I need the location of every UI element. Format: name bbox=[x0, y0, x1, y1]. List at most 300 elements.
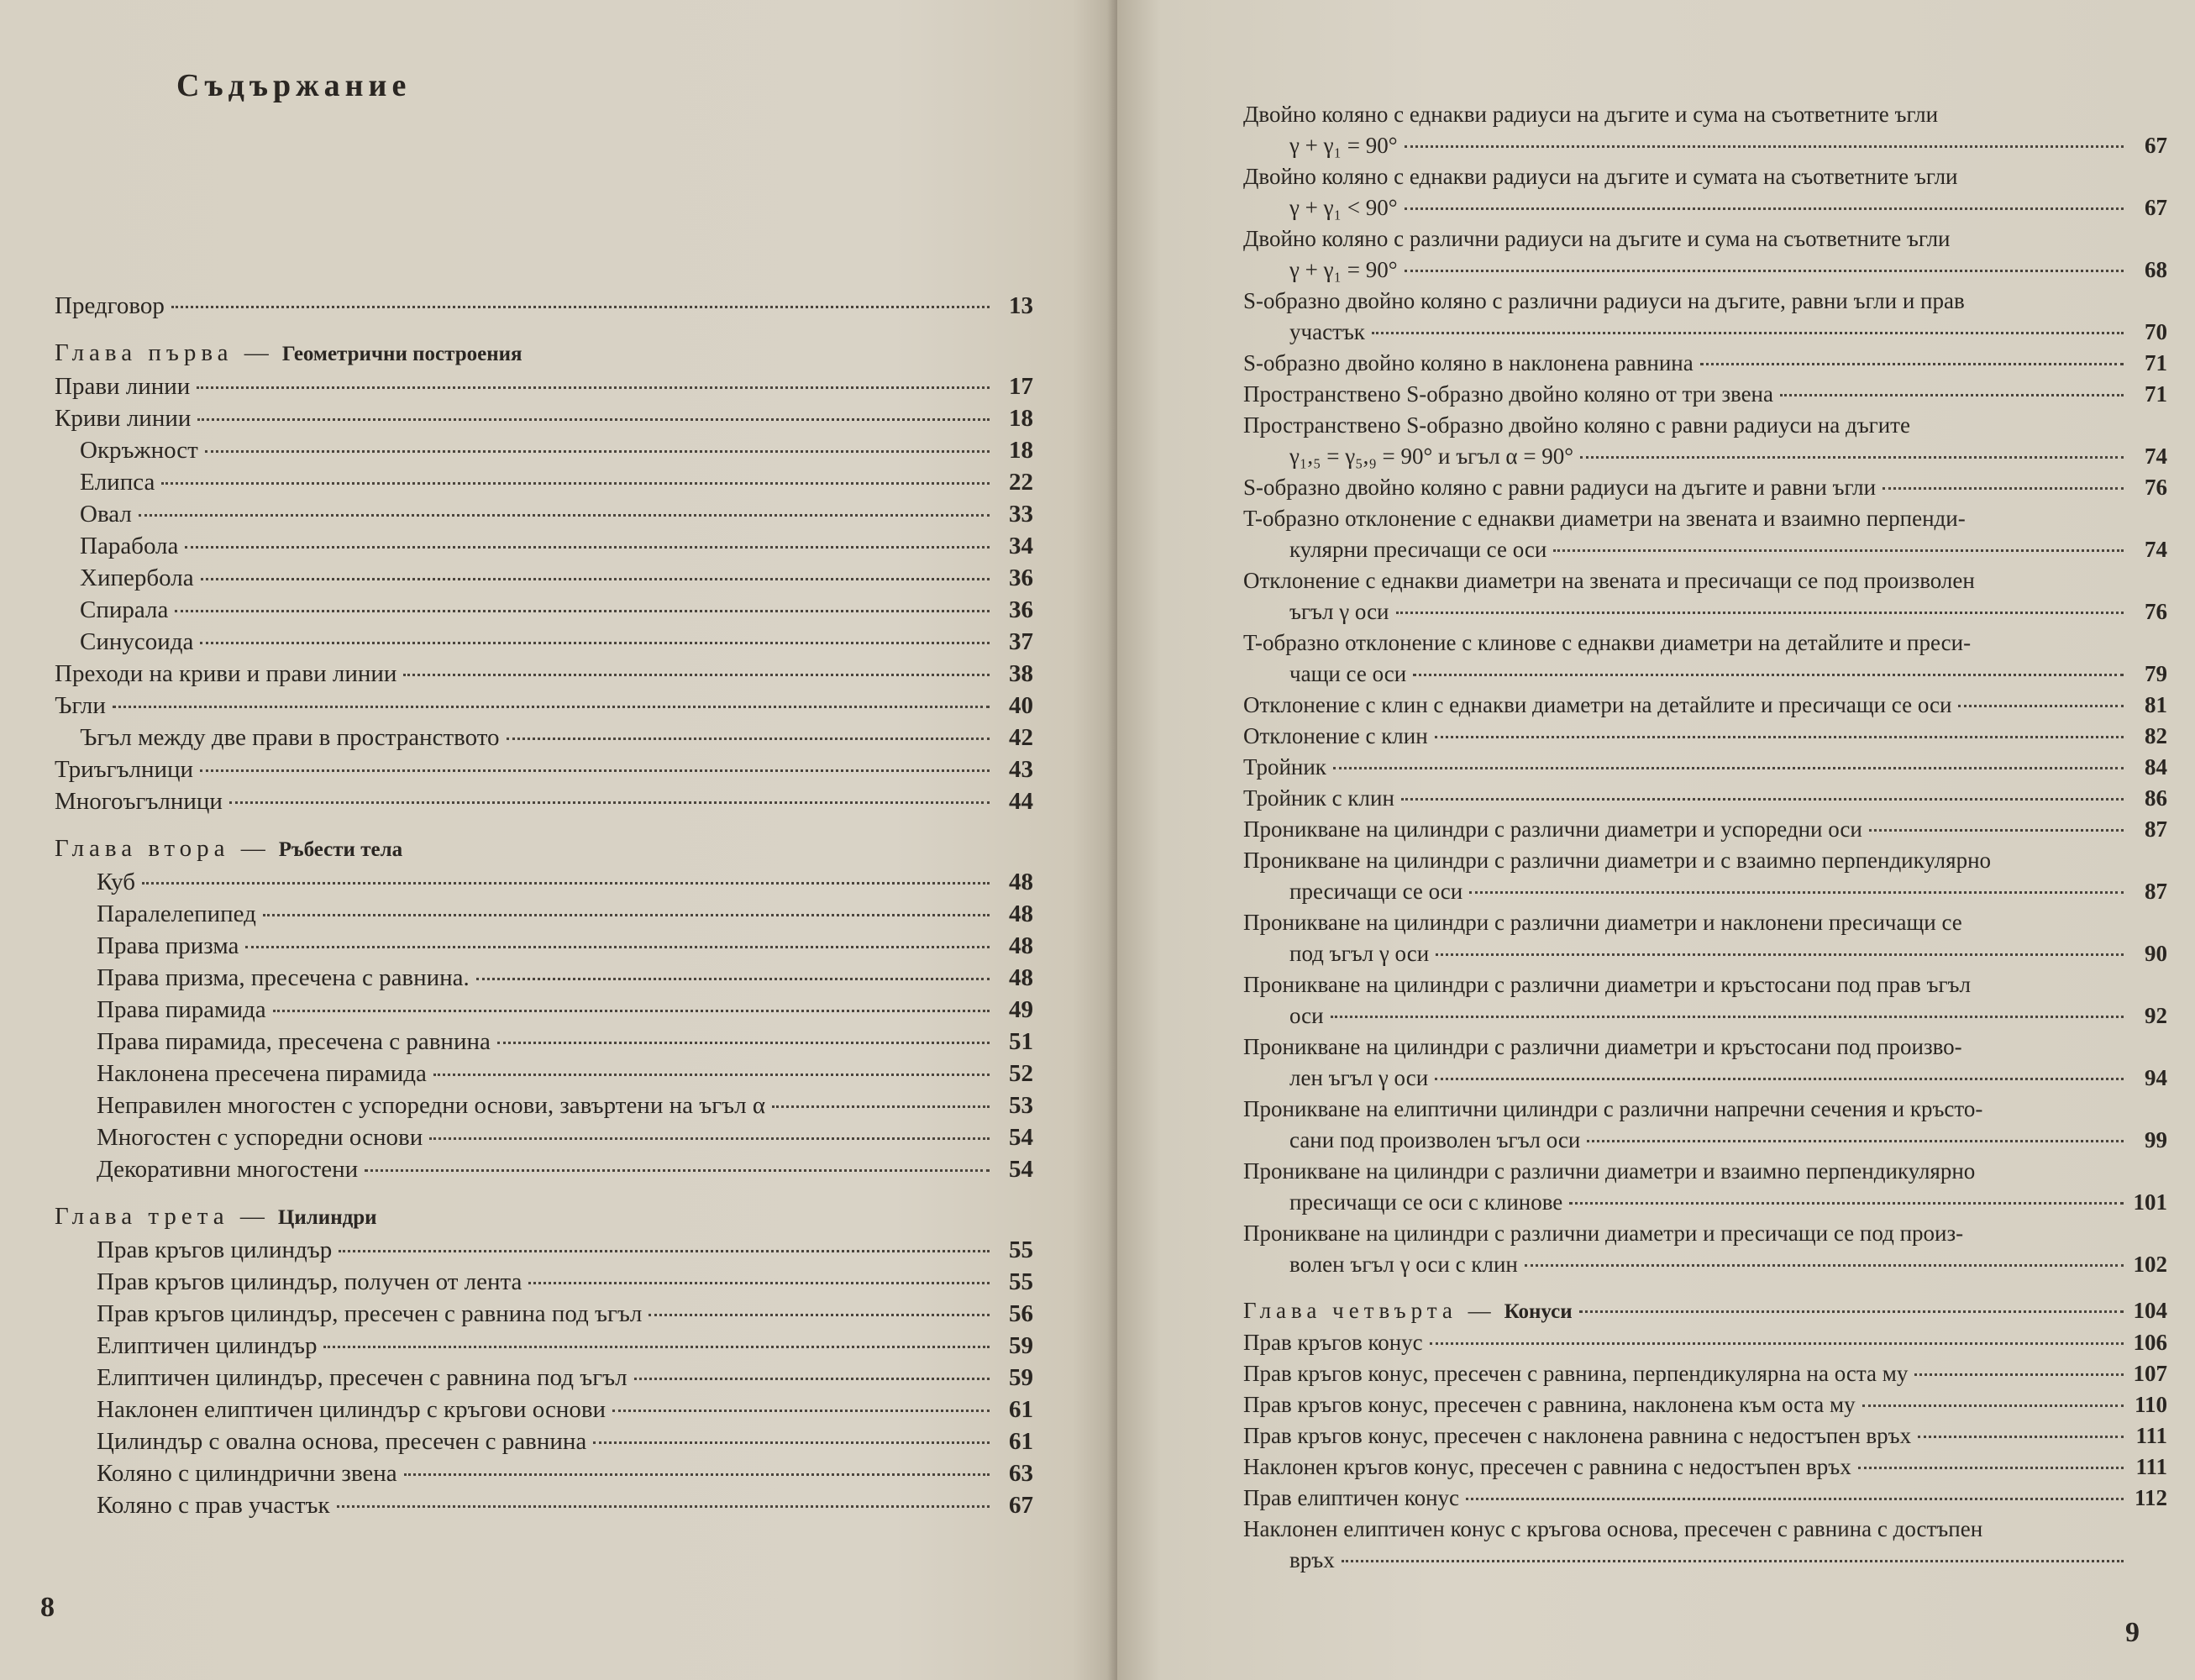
toc-entry-title-line2: оси bbox=[1289, 1003, 1324, 1028]
toc-entry-title-line2: лен ъгъл γ оси bbox=[1289, 1065, 1429, 1090]
toc-entry-title: Елипса bbox=[80, 469, 155, 496]
dot-leader bbox=[1435, 736, 2124, 738]
toc-entry bbox=[55, 1266, 1033, 1298]
toc-entry-title: Спирала bbox=[80, 596, 169, 623]
dot-leader bbox=[1331, 1016, 2124, 1018]
toc-entry-title: Парабола bbox=[80, 533, 179, 559]
toc-entry-continuation bbox=[1243, 1545, 2167, 1576]
toc-entry-title: Прав кръгов цилиндър, пресечен с равнина под ъгъл bbox=[97, 1300, 643, 1327]
toc-entry bbox=[55, 402, 1033, 434]
dot-leader bbox=[772, 1105, 990, 1108]
toc-entry-title-line2: γ + γ₁ = 90° bbox=[1289, 257, 1398, 282]
toc-entry-title: Хипербола bbox=[80, 564, 194, 591]
toc-page-number: 76 bbox=[2145, 599, 2167, 624]
toc-entry-continuation bbox=[1243, 1187, 2167, 1218]
toc-entry bbox=[55, 1457, 1033, 1489]
dot-leader bbox=[433, 1074, 990, 1076]
toc-entry-title: Декоративни многостени bbox=[97, 1156, 359, 1183]
toc-entry-title: Елиптичен цилиндър, пресечен с равнина под ъгъл bbox=[97, 1364, 628, 1391]
toc-page-number: 55 bbox=[1009, 1268, 1033, 1295]
dot-leader bbox=[1958, 705, 2124, 707]
toc-entry-title: Проникване на цилиндри с различни диаметри и наклонени пресичащи се bbox=[1243, 910, 1962, 935]
dot-leader bbox=[1405, 270, 2124, 272]
chapter-number: Глава първа — bbox=[55, 339, 274, 366]
toc-page-number: 110 bbox=[2134, 1392, 2167, 1417]
toc-page-number: 51 bbox=[1009, 1028, 1033, 1055]
toc-entry-title: Прав кръгов конус, пресечен с равнина, наклонена към оста му bbox=[1243, 1392, 1856, 1417]
toc-entry bbox=[1243, 472, 2167, 503]
toc-entry-continuation bbox=[1243, 192, 2167, 223]
dot-leader bbox=[200, 769, 990, 772]
toc-page-number: 36 bbox=[1009, 564, 1033, 591]
toc-entry-continuation bbox=[1243, 876, 2167, 907]
dot-leader bbox=[1700, 363, 2124, 365]
toc-page-number: 94 bbox=[2145, 1065, 2167, 1090]
toc-page-number: 74 bbox=[2145, 537, 2167, 562]
toc-entry-title: T-образно отклонение с клинове с еднакви диаметри на детайлите и преси- bbox=[1243, 630, 1972, 655]
toc-entry bbox=[55, 1298, 1033, 1330]
toc-entry bbox=[1243, 1218, 2167, 1280]
toc-entry bbox=[55, 1089, 1033, 1121]
toc-entry bbox=[1243, 1483, 2167, 1514]
toc-entry-continuation bbox=[1243, 659, 2167, 690]
toc-entry bbox=[55, 594, 1033, 626]
dot-leader bbox=[229, 801, 990, 804]
toc-entry-title: Прав елиптичен конус bbox=[1243, 1485, 1460, 1510]
toc-entry bbox=[55, 994, 1033, 1026]
toc-page-number: 90 bbox=[2145, 941, 2167, 966]
dot-leader bbox=[245, 946, 990, 948]
toc-entry bbox=[55, 1058, 1033, 1089]
dot-leader bbox=[497, 1042, 990, 1044]
dot-leader bbox=[1580, 456, 2124, 459]
toc-page-number: 79 bbox=[2145, 661, 2167, 686]
chapter-number: Глава четвърта — bbox=[1243, 1298, 1496, 1323]
toc-entry bbox=[55, 753, 1033, 785]
dot-leader bbox=[185, 546, 990, 549]
toc-entry bbox=[55, 434, 1033, 466]
toc-entry-title: Многостен с успоредни основи bbox=[97, 1124, 423, 1151]
toc-entry bbox=[55, 1489, 1033, 1521]
toc-entry-continuation bbox=[1243, 1125, 2167, 1156]
toc-entry-title: Тройник bbox=[1243, 754, 1326, 780]
toc-page-number: 34 bbox=[1009, 533, 1033, 559]
toc-entry-title: Пространствено S-образно двойно коляно от три звена bbox=[1243, 381, 1773, 407]
toc-entry bbox=[55, 1394, 1033, 1425]
toc-entry bbox=[55, 898, 1033, 930]
toc-entry bbox=[55, 1234, 1033, 1266]
toc-entry bbox=[1243, 565, 2167, 627]
dot-leader bbox=[1579, 1310, 2124, 1313]
toc-entry-continuation bbox=[1243, 317, 2167, 348]
toc-entry-title: Проникване на цилиндри с различни диаметри и кръстосани под прав ъгъл bbox=[1243, 972, 1971, 997]
toc-page-number: 111 bbox=[2135, 1423, 2167, 1448]
dot-leader bbox=[1858, 1467, 2124, 1469]
dot-leader bbox=[201, 578, 990, 580]
toc-page-number: 54 bbox=[1009, 1156, 1033, 1183]
toc-entry-continuation bbox=[1243, 534, 2167, 565]
dot-leader bbox=[1553, 549, 2124, 552]
dot-leader bbox=[1413, 674, 2124, 676]
toc-entry bbox=[1243, 286, 2167, 348]
toc-entry-title: Проникване на елиптични цилиндри с различни напречни сечения и кръсто- bbox=[1243, 1096, 1983, 1121]
dot-leader bbox=[1914, 1373, 2124, 1376]
toc-entry-title-line2: волен ъгъл γ оси с клин bbox=[1289, 1252, 1518, 1277]
dot-leader bbox=[1430, 1342, 2124, 1345]
toc-entry-title: Права пирамида bbox=[97, 996, 266, 1023]
toc-entry-title: Овал bbox=[80, 501, 132, 528]
toc-entry bbox=[55, 722, 1033, 753]
toc-entry bbox=[1243, 99, 2167, 161]
dot-leader bbox=[1466, 1498, 2124, 1500]
toc-entry-title: Двойно коляно с еднакви радиуси на дъгите и сума на съответните ъгли bbox=[1243, 102, 1939, 127]
toc-page-number: 55 bbox=[1009, 1236, 1033, 1263]
dot-leader bbox=[1525, 1264, 2124, 1267]
dot-leader bbox=[1396, 612, 2124, 614]
toc-page-number: 48 bbox=[1009, 869, 1033, 895]
toc-chapter-heading bbox=[55, 337, 1033, 370]
toc-page-number: 59 bbox=[1009, 1332, 1033, 1359]
toc-entry-title: Отклонение с еднакви диаметри на звената и пресичащи се под произволен bbox=[1243, 568, 1975, 593]
dot-leader bbox=[1587, 1140, 2124, 1142]
toc-entry-title: Наклонен елиптичен цилиндър с кръгови основи bbox=[97, 1396, 607, 1423]
toc-entry bbox=[55, 562, 1033, 594]
toc-entry-title: Наклонена пресечена пирамида bbox=[97, 1060, 427, 1087]
toc-entry bbox=[1243, 690, 2167, 721]
toc-entry-title: Прав кръгов цилиндър bbox=[97, 1236, 333, 1263]
toc-page-number: 67 bbox=[1009, 1492, 1033, 1519]
toc-entry-title: Прав кръгов конус, пресечен с наклонена равнина с недостъпен връх bbox=[1243, 1423, 1912, 1448]
toc-page-number: 82 bbox=[2145, 723, 2167, 748]
toc-page-number: 33 bbox=[1009, 501, 1033, 528]
toc-entry-title: Прав кръгов конус, пресечен с равнина, перпендикулярна на оста му bbox=[1243, 1361, 1909, 1386]
dot-leader bbox=[197, 418, 990, 421]
toc-page-number: 48 bbox=[1009, 964, 1033, 991]
toc-page-number: 53 bbox=[1009, 1092, 1033, 1119]
toc-entry bbox=[55, 1121, 1033, 1153]
toc-page-number: 44 bbox=[1009, 788, 1033, 815]
dot-leader bbox=[593, 1441, 990, 1444]
toc-list-left bbox=[55, 290, 1033, 1521]
chapter-title: Ръбести тела bbox=[278, 838, 403, 861]
toc-page-number: 42 bbox=[1009, 724, 1033, 751]
toc-entry bbox=[55, 785, 1033, 817]
toc-entry-title: Проникване на цилиндри с различни диаметри и кръстосани под произво- bbox=[1243, 1034, 1962, 1059]
toc-page-number: 74 bbox=[2145, 444, 2167, 469]
dot-leader bbox=[263, 914, 990, 916]
toc-entry-title: Триъгълници bbox=[55, 756, 194, 783]
toc-page-number: 38 bbox=[1009, 660, 1033, 687]
dot-leader bbox=[1883, 487, 2124, 490]
dot-leader bbox=[1862, 1404, 2124, 1407]
toc-entry-title-line2: пресичащи се оси bbox=[1289, 879, 1463, 904]
right-page bbox=[1117, 0, 2195, 1680]
toc-entry-continuation bbox=[1243, 1063, 2167, 1094]
toc-entry-title: Проникване на цилиндри с различни диаметри и пресичащи се под произ- bbox=[1243, 1221, 1964, 1246]
dot-leader bbox=[649, 1314, 990, 1316]
toc-entry bbox=[1243, 969, 2167, 1032]
toc-entry-title: S-образно двойно коляно с равни радиуси на дъгите и равни ъгли bbox=[1243, 475, 1877, 500]
chapter-title: Геометрични построения bbox=[281, 343, 522, 365]
toc-page-number: 92 bbox=[2145, 1003, 2167, 1028]
toc-entry bbox=[1243, 627, 2167, 690]
toc-entry-continuation bbox=[1243, 441, 2167, 472]
dot-leader bbox=[1869, 829, 2124, 832]
toc-entry-title: Пространствено S-образно двойно коляно с равни радиуси на дъгите bbox=[1243, 412, 1910, 438]
toc-entry-title-line2: участък bbox=[1289, 319, 1365, 344]
dot-leader bbox=[1405, 145, 2124, 148]
toc-entry bbox=[55, 1026, 1033, 1058]
toc-entry bbox=[55, 290, 1033, 322]
dot-leader bbox=[365, 1169, 990, 1172]
toc-page-number: 101 bbox=[2133, 1189, 2167, 1215]
toc-page-number: 68 bbox=[2145, 257, 2167, 282]
toc-entry bbox=[1243, 223, 2167, 286]
dot-leader bbox=[205, 450, 990, 453]
toc-entry-title: Елиптичен цилиндър bbox=[97, 1332, 318, 1359]
toc-entry-title: Предговор bbox=[55, 292, 165, 319]
toc-entry-title: Права пирамида, пресечена с равнина bbox=[97, 1028, 491, 1055]
toc-entry bbox=[1243, 1514, 2167, 1576]
toc-entry bbox=[1243, 1420, 2167, 1452]
toc-entry-title: Двойно коляно с различни радиуси на дъгите и сума на съответните ъгли bbox=[1243, 226, 1951, 251]
toc-page-number: 84 bbox=[2145, 754, 2167, 780]
toc-page-number: 52 bbox=[1009, 1060, 1033, 1087]
toc-entry-title: Права призма bbox=[97, 932, 239, 959]
dot-leader bbox=[429, 1137, 990, 1140]
dot-leader bbox=[197, 386, 990, 389]
dot-leader bbox=[273, 1010, 990, 1012]
toc-entry-title: Прави линии bbox=[55, 373, 191, 400]
toc-entry-title-line2: под ъгъл γ оси bbox=[1289, 941, 1430, 966]
toc-page-number: 36 bbox=[1009, 596, 1033, 623]
toc-entry-continuation bbox=[1243, 1249, 2167, 1280]
dot-leader bbox=[1435, 1078, 2124, 1080]
dot-leader bbox=[1372, 332, 2124, 334]
toc-page-number: 18 bbox=[1009, 405, 1033, 432]
toc-entry-title-line2: γ + γ₁ < 90° bbox=[1289, 195, 1398, 220]
toc-entry bbox=[55, 626, 1033, 658]
toc-entry bbox=[55, 1362, 1033, 1394]
toc-page-number: 87 bbox=[2145, 816, 2167, 842]
toc-entry-continuation bbox=[1243, 130, 2167, 161]
dot-leader bbox=[507, 738, 990, 740]
toc-page-number: 61 bbox=[1009, 1396, 1033, 1423]
toc-page-number: 48 bbox=[1009, 932, 1033, 959]
toc-page-number: 37 bbox=[1009, 628, 1033, 655]
toc-entry-title: Коляно с цилиндрични звена bbox=[97, 1460, 397, 1487]
dot-leader bbox=[171, 306, 990, 308]
toc-entry-title: Окръжност bbox=[80, 437, 198, 464]
toc-entry bbox=[55, 962, 1033, 994]
toc-entry bbox=[1243, 721, 2167, 752]
toc-entry-title: Цилиндър с овална основа, пресечен с равнина bbox=[97, 1428, 587, 1455]
dot-leader bbox=[403, 674, 990, 676]
toc-entry bbox=[55, 930, 1033, 962]
toc-page-number: 106 bbox=[2133, 1330, 2167, 1355]
toc-entry bbox=[1243, 348, 2167, 379]
toc-entry bbox=[1243, 161, 2167, 223]
chapter-title: Конуси bbox=[1504, 1300, 1573, 1323]
toc-entry bbox=[1243, 814, 2167, 845]
toc-list-right bbox=[1243, 99, 2167, 1576]
toc-entry bbox=[55, 530, 1033, 562]
dot-leader bbox=[337, 1505, 990, 1508]
toc-entry-title: Наклонен кръгов конус, пресечен с равнина с недостъпен връх bbox=[1243, 1454, 1851, 1479]
dot-leader bbox=[1405, 207, 2124, 210]
toc-entry-continuation bbox=[1243, 1000, 2167, 1032]
toc-entry bbox=[55, 466, 1033, 498]
toc-page-number: 54 bbox=[1009, 1124, 1033, 1151]
toc-entry-title: Проникване на цилиндри с различни диаметри и взаимно перпендикулярно bbox=[1243, 1158, 1976, 1184]
toc-entry-title: Куб bbox=[97, 869, 136, 895]
toc-entry bbox=[1243, 379, 2167, 410]
chapter-title: Цилиндри bbox=[277, 1206, 377, 1229]
dot-leader bbox=[1333, 767, 2124, 769]
dot-leader bbox=[1436, 953, 2124, 956]
toc-page-number: 71 bbox=[2145, 350, 2167, 375]
toc-entry-continuation bbox=[1243, 255, 2167, 286]
toc-entry-title: Права призма, пресечена с равнина. bbox=[97, 964, 470, 991]
toc-entry bbox=[1243, 1156, 2167, 1218]
toc-entry-title: Криви линии bbox=[55, 405, 192, 432]
toc-entry-title: Синусоида bbox=[80, 628, 194, 655]
toc-entry-title: Прав кръгов конус bbox=[1243, 1330, 1423, 1355]
toc-chapter-heading bbox=[55, 832, 1033, 866]
toc-entry bbox=[55, 866, 1033, 898]
dot-leader bbox=[161, 482, 990, 485]
toc-page-number: 76 bbox=[2145, 475, 2167, 500]
toc-page-number: 86 bbox=[2145, 785, 2167, 811]
toc-entry bbox=[1243, 410, 2167, 472]
dot-leader bbox=[200, 642, 990, 644]
toc-entry-title-line2: връх bbox=[1289, 1547, 1335, 1572]
toc-entry bbox=[55, 658, 1033, 690]
toc-entry bbox=[1243, 1327, 2167, 1358]
toc-entry-title-line2: кулярни пресичащи се оси bbox=[1289, 537, 1547, 562]
toc-entry bbox=[1243, 783, 2167, 814]
dot-leader bbox=[1401, 798, 2124, 801]
toc-page-number: 111 bbox=[2135, 1454, 2167, 1479]
toc-entry-title-line2: γ₁,₅ = γ₅,₉ = 90° и ъгъл α = 90° bbox=[1289, 444, 1574, 469]
toc-page-number: 104 bbox=[2133, 1298, 2167, 1323]
dot-leader bbox=[528, 1282, 990, 1284]
toc-page-number: 102 bbox=[2133, 1252, 2167, 1277]
toc-entry-title: Неправилен многостен с успоредни основи, завъртени на ъгъл α bbox=[97, 1092, 766, 1119]
toc-entry-title: Тройник с клин bbox=[1243, 785, 1394, 811]
toc-entry-title: Ъгли bbox=[55, 692, 106, 719]
toc-entry bbox=[1243, 1358, 2167, 1389]
dot-leader bbox=[142, 882, 990, 885]
toc-entry-title: Паралелепипед bbox=[97, 900, 256, 927]
toc-page-number: 61 bbox=[1009, 1428, 1033, 1455]
dot-leader bbox=[139, 514, 990, 517]
toc-entry bbox=[1243, 1032, 2167, 1094]
toc-page-number: 67 bbox=[2145, 195, 2167, 220]
dot-leader bbox=[634, 1378, 990, 1380]
toc-page-number: 71 bbox=[2145, 381, 2167, 407]
toc-entry bbox=[1243, 752, 2167, 783]
toc-entry bbox=[1243, 1094, 2167, 1156]
toc-entry bbox=[55, 370, 1033, 402]
toc-entry bbox=[55, 690, 1033, 722]
toc-entry-continuation bbox=[1243, 938, 2167, 969]
toc-entry-title: S-образно двойно коляно с различни радиуси на дъгите, равни ъгли и прав bbox=[1243, 288, 1965, 313]
toc-entry-title: Многоъгълници bbox=[55, 788, 223, 815]
toc-entry-title-line2: чащи се оси bbox=[1289, 661, 1407, 686]
dot-leader bbox=[476, 978, 990, 980]
toc-page-number: 18 bbox=[1009, 437, 1033, 464]
toc-entry-title: Проникване на цилиндри с различни диаметри и с взаимно перпендикулярно bbox=[1243, 848, 1992, 873]
dot-leader bbox=[323, 1346, 990, 1348]
page-number-right: 9 bbox=[2125, 1617, 2140, 1648]
dot-leader bbox=[339, 1250, 990, 1252]
dot-leader bbox=[1918, 1436, 2124, 1438]
page-number-left: 8 bbox=[40, 1592, 55, 1623]
toc-entry-title: Прав кръгов цилиндър, получен от лента bbox=[97, 1268, 522, 1295]
toc-entry-title: Двойно коляно с еднакви радиуси на дъгите и сумата на съответните ъгли bbox=[1243, 164, 1958, 189]
page-title: Съдържание bbox=[176, 68, 412, 103]
toc-page-number: 63 bbox=[1009, 1460, 1033, 1487]
toc-entry bbox=[55, 1425, 1033, 1457]
toc-page-number: 81 bbox=[2145, 692, 2167, 717]
toc-page-number: 67 bbox=[2145, 133, 2167, 158]
toc-entry-title-line2: пресичащи се оси с клинове bbox=[1289, 1189, 1563, 1215]
toc-page-number: 48 bbox=[1009, 900, 1033, 927]
toc-entry-title-line2: γ + γ₁ = 90° bbox=[1289, 133, 1398, 158]
toc-chapter-heading bbox=[55, 1200, 1033, 1234]
toc-entry bbox=[55, 498, 1033, 530]
toc-entry bbox=[55, 1153, 1033, 1185]
toc-entry bbox=[1243, 845, 2167, 907]
toc-page-number: 49 bbox=[1009, 996, 1033, 1023]
toc-entry-title: S-образно двойно коляно в наклонена равнина bbox=[1243, 350, 1694, 375]
dot-leader bbox=[175, 610, 990, 612]
toc-entry-title: Преходи на криви и прави линии bbox=[55, 660, 397, 687]
toc-page-number: 87 bbox=[2145, 879, 2167, 904]
toc-page-number: 107 bbox=[2133, 1361, 2167, 1386]
toc-page-number: 22 bbox=[1009, 469, 1033, 496]
toc-entry-title-line2: сани под произволен ъгъл оси bbox=[1289, 1127, 1581, 1152]
dot-leader bbox=[1569, 1202, 2124, 1205]
toc-page-number: 99 bbox=[2145, 1127, 2167, 1152]
dot-leader bbox=[612, 1410, 990, 1412]
chapter-number: Глава втора — bbox=[55, 835, 270, 862]
toc-page-number: 43 bbox=[1009, 756, 1033, 783]
toc-entry-title: Наклонен елиптичен конус с кръгова основа, пресечен с равнина с достъпен bbox=[1243, 1516, 1983, 1541]
dot-leader bbox=[1342, 1560, 2124, 1562]
toc-page-number: 112 bbox=[2134, 1485, 2167, 1510]
toc-entry-title: Коляно с прав участък bbox=[97, 1492, 330, 1519]
toc-page-number: 56 bbox=[1009, 1300, 1033, 1327]
dot-leader bbox=[1780, 394, 2124, 396]
toc-entry bbox=[1243, 907, 2167, 969]
toc-entry-title: T-образно отклонение с еднакви диаметри на звената и взаимно перпенди- bbox=[1243, 506, 1966, 531]
toc-entry bbox=[1243, 1389, 2167, 1420]
chapter-number: Глава трета — bbox=[55, 1203, 270, 1230]
dot-leader bbox=[113, 706, 990, 708]
toc-entry-title: Ъгъл между две прави в пространството bbox=[80, 724, 500, 751]
toc-entry-title-line2: ъгъл γ оси bbox=[1289, 599, 1389, 624]
toc-entry bbox=[1243, 1452, 2167, 1483]
toc-page-number: 59 bbox=[1009, 1364, 1033, 1391]
toc-entry bbox=[1243, 503, 2167, 565]
toc-entry-title: Отклонение с клин с еднакви диаметри на детайлите и пресичащи се оси bbox=[1243, 692, 1952, 717]
toc-chapter-heading bbox=[1243, 1295, 2167, 1327]
toc-entry-title: Отклонение с клин bbox=[1243, 723, 1428, 748]
dot-leader bbox=[404, 1473, 990, 1476]
toc-entry-continuation bbox=[1243, 596, 2167, 627]
